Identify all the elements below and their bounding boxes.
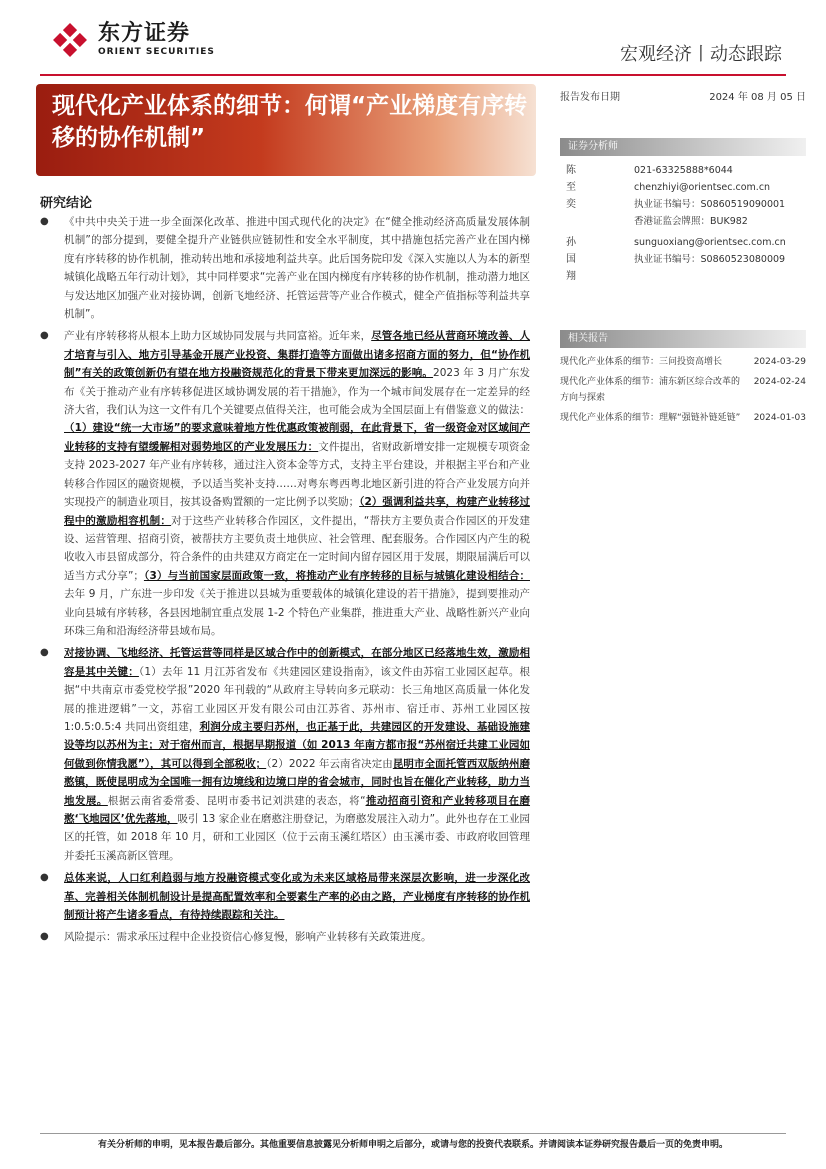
conclusion-paragraph (40, 869, 530, 924)
summary-text: 总体来说，人口红利趋弱与地方投融资模式变化或为未来区域格局带来深层次影响，进一步深化改革、完善相关体制机制设计是提高配置效率和全要素生产率的必由之路，产业梯度有序转移的协作机制预计将产生诸多看点，有待持续跟踪和关注。 (64, 872, 530, 922)
bullet-icon: ● (40, 872, 49, 884)
emphasis-text: （1）建设“统一大市场”的要求意味着地方性优惠政策被削弱，在此背景下，省一级资金对区域间产业转移的支持有望缓解相对弱势地区的产业发展压力： (64, 422, 530, 453)
conclusion-paragraph (40, 644, 530, 865)
paragraph-text: （2）2022 年云南省决定由 (266, 757, 393, 770)
bullet-icon: ● (40, 216, 49, 227)
bullet-icon: ● (40, 647, 49, 659)
risk-warning (40, 928, 530, 946)
analyst-cert: 执业证书编号：S0860519090001 (634, 199, 786, 210)
emphasis-text: 尽管各地已经从营商环境改善、人才培育与引入、地方引导基金开展产业投资、集群打造等方面做出诸多招商方面的努力，但“协作机制”有关的政策创新仍有望在地方投融资规范化的背景下带来更加深远的影响。 (64, 330, 531, 380)
emphasis-text: 对接协调、飞地经济、托管运营等同样是区域合作中的创新模式，在部分地区已经落地生效，激励相容是其中关键： (64, 647, 530, 678)
paragraph-text: 吸引 13 家企业在磨憨注册登记，为磨憨发展注入动力”。此外也存在工业园区的托管，如 2018 年 10 月，研和工业园区（位于云南玉溪红塔区）由玉溪市委、市政府收回管理并委托玉溪高新区管理。 (64, 813, 530, 862)
paragraph-text: 《中共中央关于进一步全面深化改革、推进中国式现代化的决定》在“健全推动经济高质量发展体制机制”的部分提到，要健全提升产业链供应链韧性和安全水平制度，其中措施包括完善产业在国内梯度有序转移的协作机制，推动转出地和承接地利益共享。此后国务院印发《深入实施以人为本的新型城镇化战略五年行动计划》，其中同样要求“完善产业在国内梯度有序转移的协作机制，推动潜力地区与发达地区加强产业对接协调，创新飞地经济、托管运营等产业合作模式，健全产值指标等利益共享机制”。 (64, 216, 530, 321)
bullet-icon: ● (40, 931, 49, 943)
header-divider (40, 74, 786, 76)
related-report-title[interactable]: 现代化产业体系的细节：浦东新区综合改革的方向与探索 (560, 377, 741, 403)
company-logo (50, 20, 215, 60)
related-report-item[interactable] (560, 374, 810, 406)
related-reports-list (560, 354, 810, 426)
related-reports-label: 相关报告 (568, 333, 608, 344)
related-report-item[interactable] (560, 354, 810, 370)
footer-divider (40, 1133, 786, 1134)
analyst-phone: 021-63325888*6044 (634, 165, 733, 176)
analysts-header (560, 138, 806, 156)
analyst-email[interactable]: chenzhiyi@orientsec.com.cn (634, 182, 771, 193)
related-report-title[interactable]: 现代化产业体系的细节：三问投资高增长 (560, 357, 723, 367)
paragraph-text: 对于这些产业转移合作园区，文件提出，“帮扶方主要负责合作园区的开发建设、运营管理、招商引资，被帮扶方主要负责土地供应、社会管理、配套服务。合作园区内产生的税收收入市县留成部分，符合条件的由共建双方商定在一定时间内留存园区用于发展，期限届满后可以适当方式分享”； (64, 514, 530, 582)
paragraph-text: 去年 9 月，广东进一步印发《关于推进以县城为重要载体的城镇化建设的若干措施》，提到要推动产业向县城有序转移，各县因地制宜重点发展 1-2 个特色产业集群，推进重大产业、战略性新兴产业向环珠三角和沿海经济带县域布局。 (64, 588, 530, 637)
logo-mark-icon (50, 20, 90, 60)
paragraph-text: 根据云南省委常委、昆明市委书记刘洪建的表态，将“ (107, 794, 366, 807)
related-report-date: 2024-01-03 (753, 413, 806, 423)
footer-disclaimer: 有关分析师的申明，见本报告最后部分。其他重要信息披露见分析师申明之后部分，或请与您的投资代表联系。并请阅读本证券研究报告最后一页的免责申明。 (97, 1140, 728, 1150)
section-title: 研究结论 (40, 196, 93, 211)
report-date-row (560, 88, 806, 103)
emphasis-text: 推动招商引资和产业转移项目在磨憨‘飞地园区’优先落地， (64, 794, 531, 825)
report-date: 2024 年 08 月 05 日 (709, 92, 806, 103)
related-reports-header (560, 330, 806, 348)
emphasis-text: 昆明市全面托管西双版纳州磨憨镇，既使昆明成为全国唯一拥有边境线和边境口岸的省会城市，同时也旨在催化产业转移，助力当地发展。 (64, 757, 530, 807)
analysts-header-label: 证券分析师 (568, 141, 618, 152)
paragraph-text: （1）去年 11 月江苏省发布《共建园区建设指南》，该文件由苏宿工业园区起草。根据“中共南京市委党校学报”2020 年刊载的“从政府主导转向多元联动：长三角地区高质量一体化发展的推进逻辑”一文，苏宿工业园区开发有限公司由江苏省、苏州市、宿迁市、苏州工业园区按 1:0.5:0.5:4 共同出资组建， (64, 665, 531, 733)
paragraph-text: 2023 年 3 月广东发布《关于推动产业有序转移促进区域协调发展的若干措施》，作为一个城市间发展存在一定差异的经济大省，我们认为这一文件有几个关键要点值得关注，也可能会成为全国层面上有借鉴意义的做法： (64, 367, 530, 417)
paragraph-text: 产业有序转移将从根本上助力区域协同发展与共同富裕。近年来， (64, 330, 372, 343)
emphasis-text: （2）强调利益共享，构建产业转移过程中的激励相容机制： (64, 496, 530, 527)
report-date-label: 报告发布日期 (560, 92, 620, 103)
related-report-title[interactable]: 现代化产业体系的细节：理解“强链补链延链” (560, 413, 741, 423)
report-category: 宏观经济丨动态跟踪 (620, 44, 782, 65)
analyst-name: 孙国翔 (566, 237, 576, 282)
related-report-item[interactable] (560, 410, 810, 426)
research-conclusions (40, 213, 530, 951)
report-title: 现代化产业体系的细节：何谓“产业梯度有序转移的协作机制” (52, 93, 528, 151)
analyst-hk-license: 香港证监会牌照：BUK982 (634, 216, 748, 227)
related-report-date: 2024-02-24 (753, 377, 806, 387)
analyst-cert: 执业证书编号：S0860523080009 (634, 254, 786, 265)
risk-text: 风险提示：需求承压过程中企业投资信心修复慢，影响产业转移有关政策进度。 (64, 931, 432, 944)
related-report-date: 2024-03-29 (753, 357, 806, 367)
emphasis-text: 利润分成主要归苏州，也正基于此，共建园区的开发建设、基础设施建设等均以苏州为主；对于宿州而言，根据早期报道（如 2013 年南方都市报“苏州宿迁共建工业园如何做到你情我愿”），其可以得到全部税收； (64, 720, 530, 770)
analyst-name: 陈至奕 (566, 165, 576, 210)
bullet-icon: ● (40, 330, 49, 342)
conclusion-paragraph (40, 213, 530, 323)
conclusion-paragraph (40, 327, 530, 640)
title-banner (36, 84, 536, 176)
analyst-email[interactable]: sunguoxiang@orientsec.com.cn (634, 237, 786, 248)
paragraph-text: 文件提出，省财政新增安排一定规模专项资金支持 2023-2027 年产业有序转移，通过注入资本金等方式，支持主平台建设，并根据主平台和产业转移合作园区的融资规模，予以适当奖补支持……对粤东粤西粤北地区新引进的符合产业发展方向并实现投产的制造业项目，按其设备购置额的一定比例予以奖励； (64, 440, 531, 509)
logo-chinese-name: 东方证券 (98, 21, 191, 46)
emphasis-text: （3）与当前国家层面政策一致，将推动产业有序转移的目标与城镇化建设相结合： (143, 569, 530, 582)
logo-english-name: ORIENT SECURITIES (98, 47, 215, 57)
